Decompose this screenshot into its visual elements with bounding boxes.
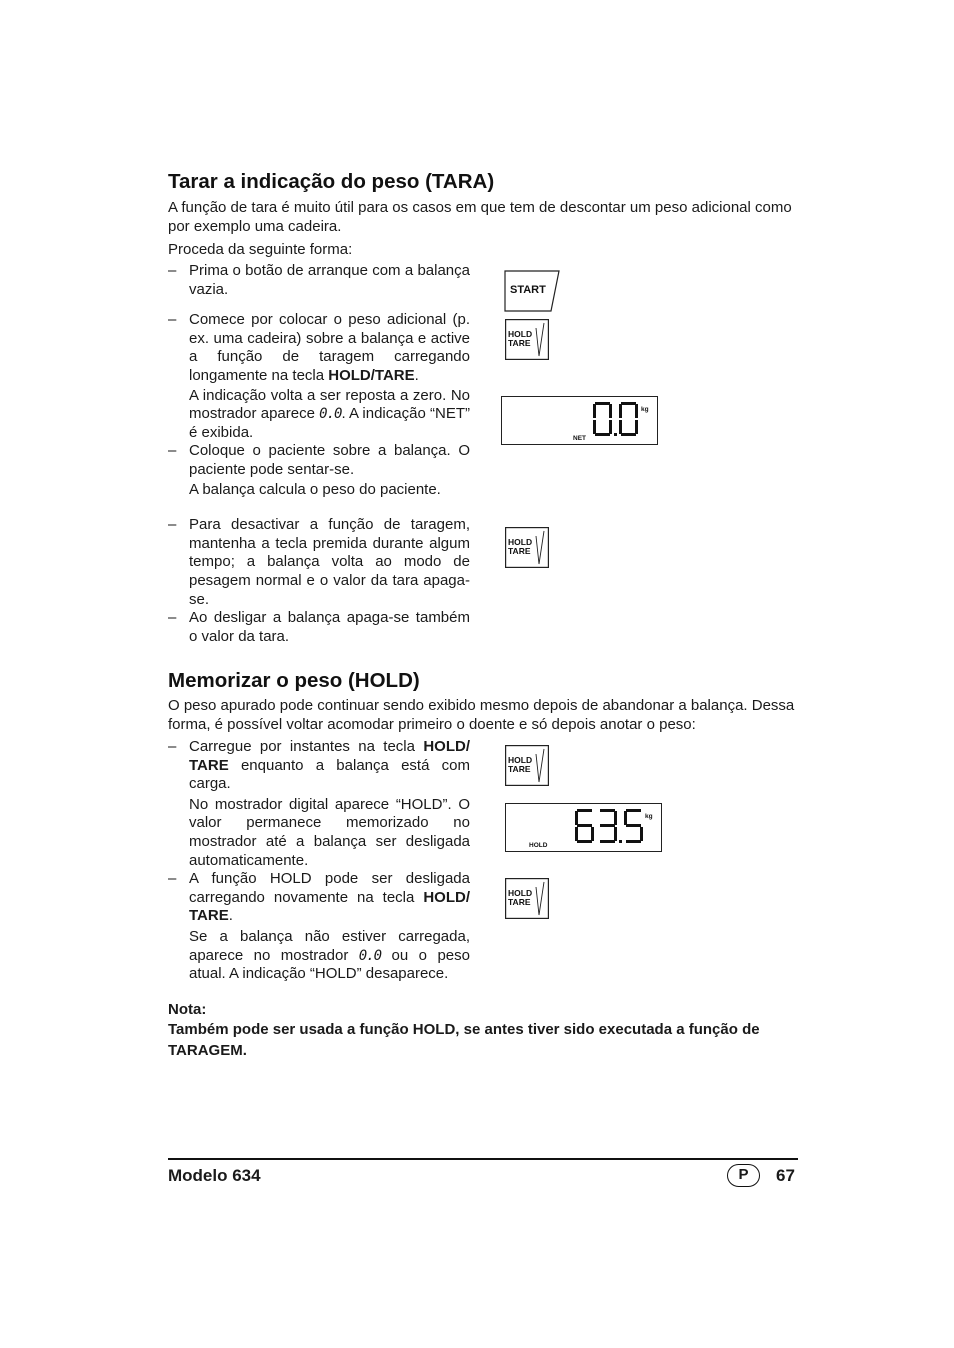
page-number: 67 (776, 1166, 795, 1185)
hold-intro: O peso apurado pode continuar sendo exibido mesmo depois de abandonar a balança. Dessa forma, é possível voltar acomodar primeiro o doente e só depois anotar o peso: (168, 697, 795, 733)
tara-heading: Tarar a indicação do peso (TARA) (168, 170, 495, 193)
start-key-label: START (510, 284, 546, 296)
scale-display-net (501, 396, 658, 445)
footer-model: Modelo 634 (168, 1166, 261, 1185)
hold-heading: Memorizar o peso (HOLD) (168, 669, 420, 692)
tara-step-3-cont: A balança calcula o peso do paciente. (189, 480, 441, 498)
footer-rule (168, 1158, 798, 1160)
note-text: Também pode ser usada a função HOLD, se antes tiver sido executada a função de TARAGEM. (168, 1021, 760, 1059)
hold-label: HOLD (508, 537, 533, 547)
hold-step-2: – A função HOLD pode ser desligada carregando novamente na tecla HOLD/ TARE. (168, 870, 470, 925)
tara-step-4: – Para desactivar a função de taragem, mantenha a tecla premida durante algum tempo; a balança volta ao modo de pesagem normal e o valor da tara apaga-se. (168, 516, 470, 608)
tare-label: TARE (508, 764, 531, 774)
hold-step-1: – Carregue por instantes na tecla HOLD/ TARE enquanto a balança está com carga. (168, 738, 470, 793)
display-unit: kg (645, 813, 653, 820)
hold-step-1-cont: No mostrador digital aparece “HOLD”. O valor permanece memorizado no mostrador até a balança ser desligada automaticamente. (189, 795, 470, 869)
hold-tare-key-illustration (505, 319, 549, 360)
start-key-illustration (504, 270, 560, 312)
tara-step-2: – Comece por colocar o peso adicional (p. ex. uma cadeira) sobre a balança e active a função de taragem carregando longamente na tecla HOLD/TARE. (168, 311, 470, 384)
seg-zero-inline: 0.0 (358, 947, 382, 964)
tara-step-2-cont: A indicação volta a ser reposta a zero. No mostrador aparece 0.0. A indicação “NET” é exibida. (189, 386, 470, 441)
language-badge: P (727, 1164, 760, 1187)
display-indicator-hold: HOLD (529, 842, 548, 849)
tare-label: TARE (508, 897, 531, 907)
display-indicator-net: NET (573, 435, 586, 442)
hold-tare-key-illustration (505, 878, 549, 919)
tara-steps (168, 262, 470, 646)
tara-step-3: – Coloque o paciente sobre a balança. O paciente pode sentar-se. (168, 442, 470, 478)
seven-seg-digits (574, 808, 644, 844)
hold-label: HOLD (508, 888, 533, 898)
tara-step-5: – Ao desligar a balança apaga-se também o valor da tara. (168, 609, 470, 645)
hold-label: HOLD (508, 329, 533, 339)
tare-label: TARE (508, 338, 531, 348)
hold-step-2-cont: Se a balança não estiver carregada, aparece no mostrador 0.0 ou o peso atual. A indicação “HOLD” desaparece. (189, 927, 470, 983)
tara-step-1: – Prima o botão de arranque com a balança vazia. (168, 262, 470, 298)
hold-label: HOLD (508, 755, 533, 765)
tara-intro: A função de tara é muito útil para os casos em que tem de descontar um peso adicional como por exemplo uma cadeira. (168, 199, 792, 235)
hold-tare-key-illustration (505, 745, 549, 786)
hold-tare-key-illustration (505, 527, 549, 568)
display-unit: kg (641, 406, 649, 413)
note-label: Nota: (168, 1001, 207, 1018)
tara-proceed: Proceda da seguinte forma: (168, 241, 353, 258)
tare-label: TARE (508, 546, 531, 556)
scale-display-hold (505, 803, 662, 852)
hold-steps (168, 738, 470, 984)
seven-seg-digits (592, 401, 638, 437)
seg-zero-inline: 0.0 (319, 406, 342, 423)
